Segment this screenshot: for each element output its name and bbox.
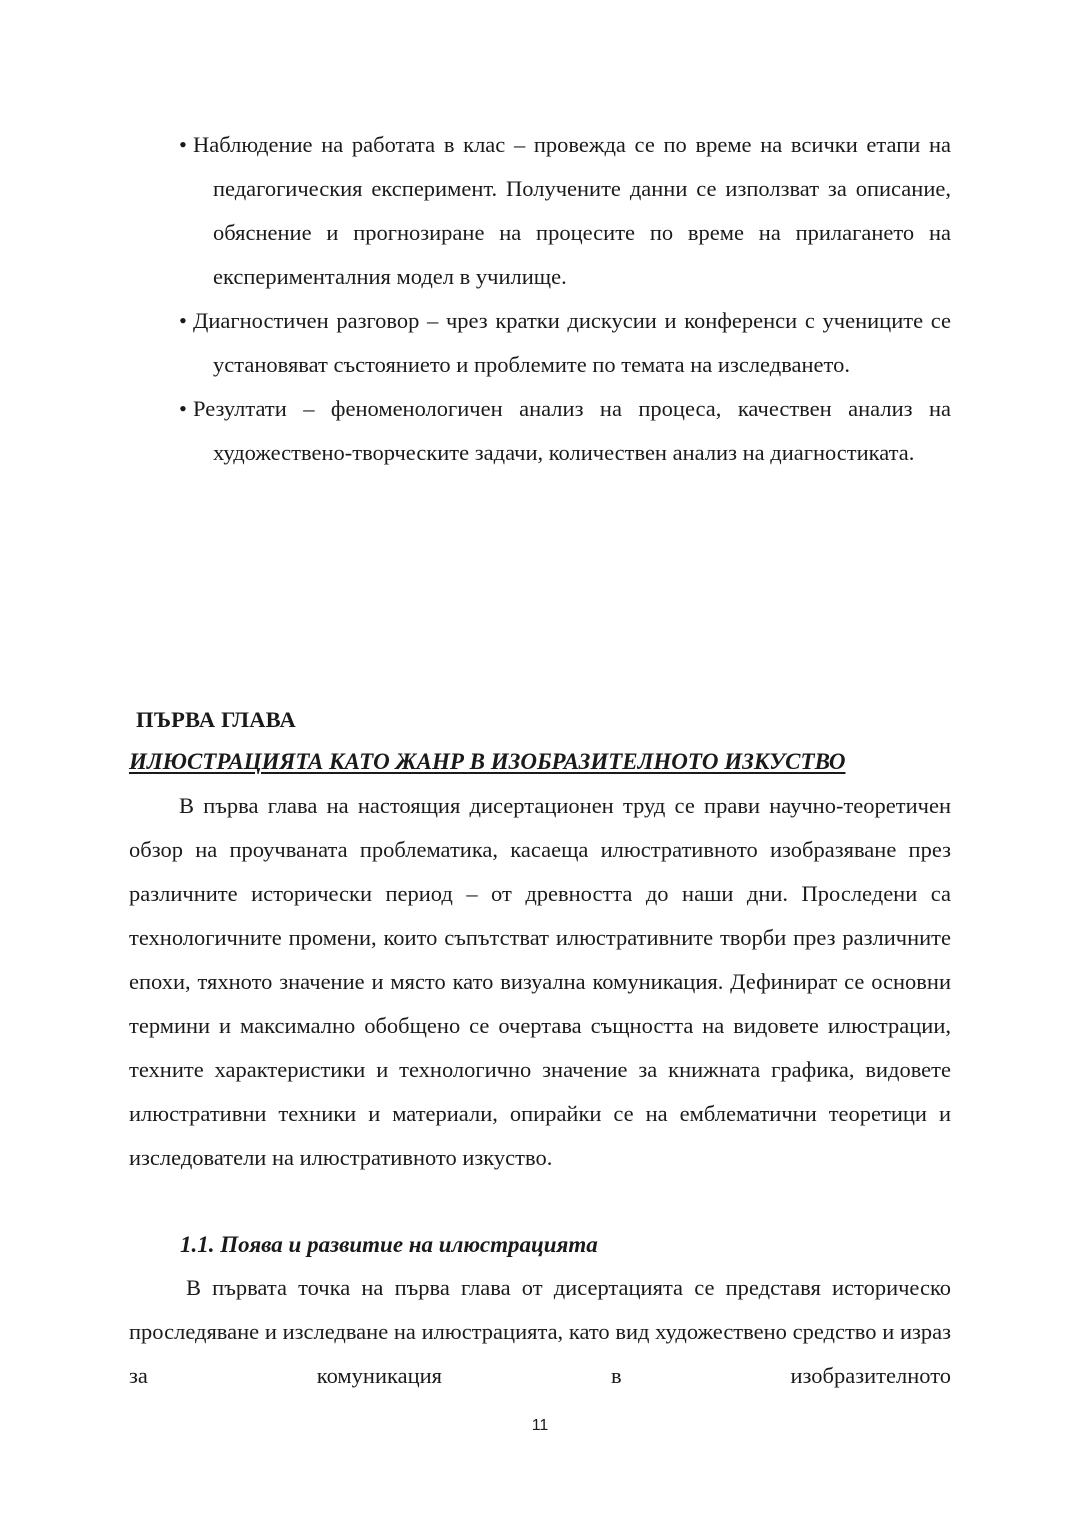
chapter-title: ИЛЮСТРАЦИЯТА КАТО ЖАНР В ИЗОБРАЗИТЕЛНОТО ИЗКУСТВО: [129, 749, 846, 774]
page-number: 11: [531, 1417, 549, 1434]
chapter-label: ПЪРВА ГЛАВА: [136, 707, 296, 732]
bullet-item-observation: [179, 123, 951, 299]
bullet-icon: •: [179, 308, 187, 333]
bullet-item-diagnostic-conversation: [179, 299, 951, 387]
bullet-icon: •: [179, 132, 187, 157]
bullet-text: Наблюдение на работата в клас – провежда се по време на всички етапи на педагогическия експеримент. Получените данни се използват за описание, обяснение и прогнозиране на процесите по време на прилагането на експерименталния модел в училище.: [193, 132, 951, 289]
chapter-intro-paragraph: В първа глава на настоящия дисертационен труд се прави научно-теоретичен обзор на проучваната проблематика, касаеща илюстративното изобразяване през различните исторически период – от древността до наши дни. Проследени са технологичните промени, които съпътстват илюстративните творби през различните епохи, тяхното значение и място като визуална комуникация. Дефинират се основни термини и максимално обобщено се очертава същността на видовете илюстрации, техните характеристики и технологично значение за книжната графика, видовете илюстративни техники и материали, опирайки се на емблематични теоретици и изследователи на илюстративното изкуство.: [129, 793, 951, 1170]
methods-bullet-list: [179, 123, 951, 475]
bullet-text: Резултати – феноменологичен анализ на процеса, качествен анализ на художествено-творческите задачи, количествен анализ на диагностиката.: [193, 396, 951, 465]
bullet-text: Диагностичен разговор – чрез кратки дискусии и конференси с учениците се установяват състоянието и проблемите по темата на изследването.: [193, 308, 951, 377]
bullet-item-results: [179, 387, 951, 475]
chapter-intro-block: [129, 784, 951, 1180]
section-heading: 1.1. Поява и развитие на илюстрацията: [180, 1232, 598, 1257]
bullet-icon: •: [179, 396, 187, 421]
section-paragraph: В първата точка на първа глава от дисертацията се представя историческо проследяване и изследване на илюстрацията, като вид художествено средство и израз за комуникация в изобразителното: [129, 1275, 951, 1388]
section-body-block: [129, 1266, 951, 1398]
